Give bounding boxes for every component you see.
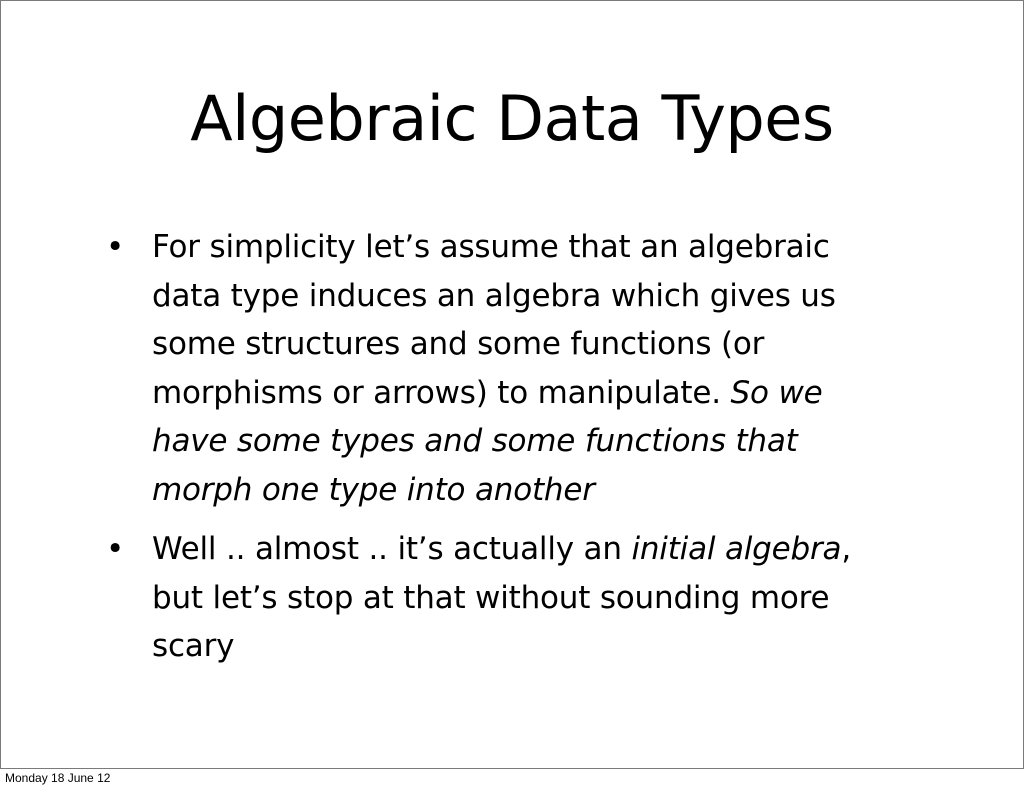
bullet-text: For simplicity let’s assume that an algebraic data type induces an algebra which gives us some structures and some functions (or morphisms or arrows) to manipulate. <box>152 229 836 411</box>
bullet-list <box>106 223 896 671</box>
slide-title: Algebraic Data Types <box>190 82 834 155</box>
bullet-icon: • <box>106 531 125 567</box>
bullet-item <box>106 525 896 671</box>
bullet-italic-text: So we have some types and some functions that morph one type into another <box>152 374 823 508</box>
bullet-text-after: , but let’s stop at that without sounding more scary <box>152 531 851 664</box>
bullet-text: Well .. almost .. it’s actually an <box>152 531 632 567</box>
footer-date: Monday 18 June 12 <box>5 771 111 785</box>
bullet-icon: • <box>106 229 125 265</box>
bullet-italic-text: initial algebra <box>631 531 842 567</box>
bullet-item <box>106 223 896 514</box>
